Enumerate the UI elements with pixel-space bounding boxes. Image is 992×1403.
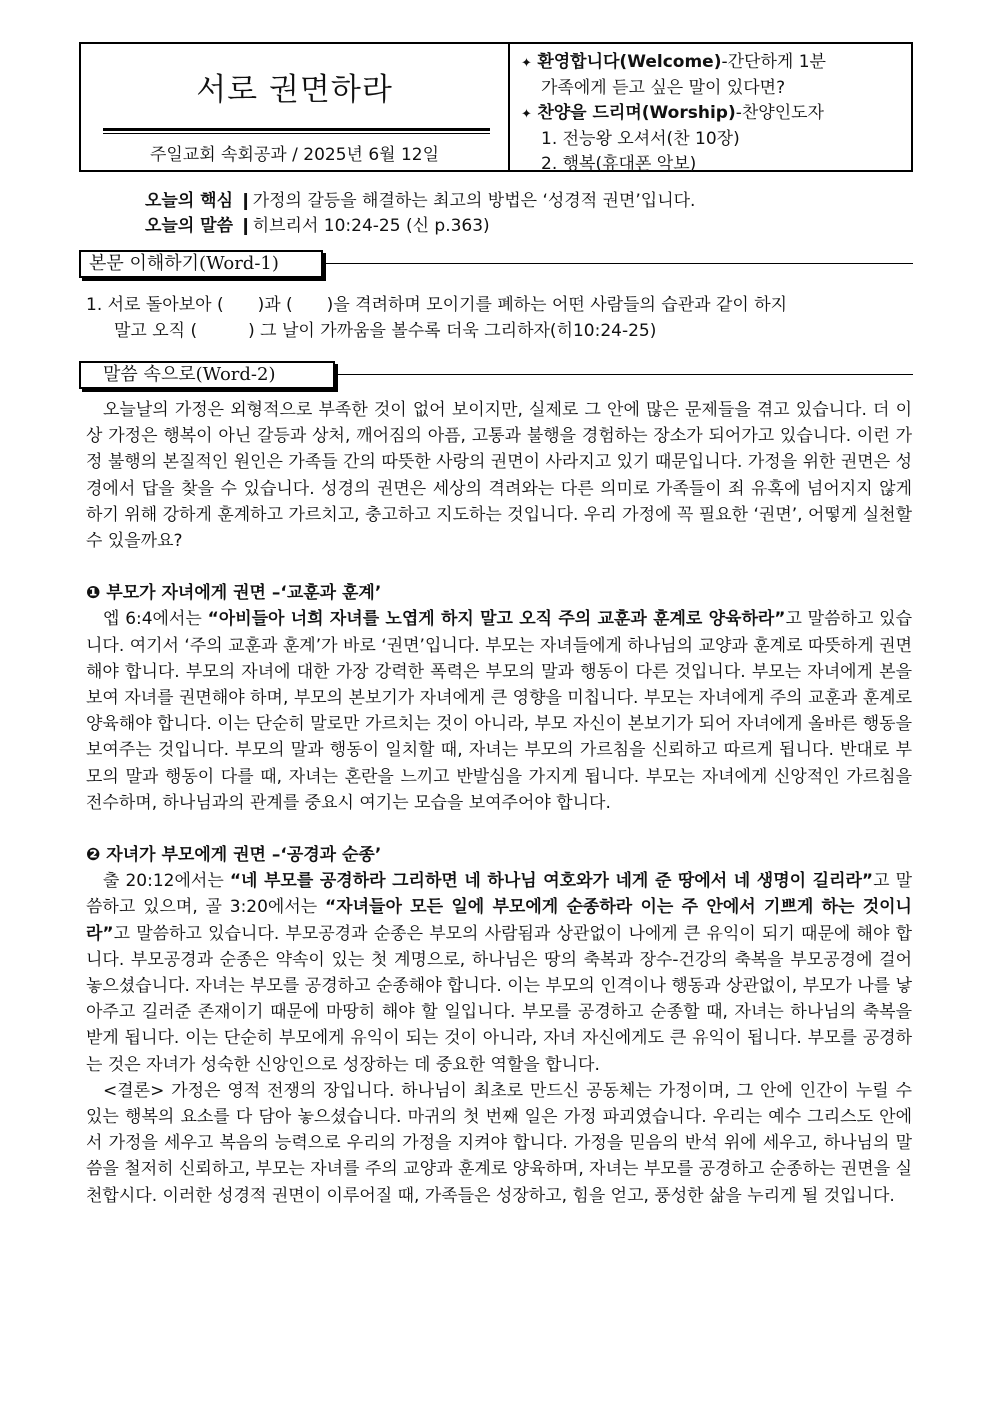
worship-text: -찬양인도자 (735, 103, 824, 123)
point-2-pre: 출 20:12에서는 (103, 871, 230, 892)
core-line (145, 186, 695, 211)
point-1-pre: 엡 6:4에서는 (103, 609, 208, 630)
verse-line (145, 211, 490, 236)
welcome-line (521, 50, 911, 76)
point-2-heading: ❷ 자녀가 부모에게 권면 –‘공경과 순종’ (86, 845, 382, 866)
question-1-line: 말고 오직 ( ) 그 날이 가까움을 볼수록 더욱 그리하자(히10:24-25) (114, 321, 657, 341)
conclusion-label: <결론> (103, 1080, 165, 1101)
verse-bar: ❙ (238, 216, 253, 236)
question-1 (86, 292, 912, 344)
core-text: 가정의 갈등을 해결하는 최고의 방법은 ‘성경적 권면’입니다. (252, 191, 696, 211)
point-1-heading: ❶ 부모가 자녀에게 권면 –‘교훈과 훈계’ (86, 583, 382, 604)
point-2-quote-2: “자녀들아 모든 일에 부모에게 순종하라 이는 주 안에서 기쁘게 하는 것이니라” (86, 897, 912, 944)
worship-line (521, 101, 911, 127)
page-subtitle: 주일교회 속회공과 / 2025년 6월 12일 (149, 145, 440, 165)
song-item: 2. 행복(휴대폰 악보) (541, 154, 697, 174)
verse-label: 오늘의 말씀 (145, 216, 234, 236)
point-1-quote: “아비들아 너희 자녀를 노엽게 하지 말고 오직 주의 교훈과 훈계로 양육하라” (207, 609, 786, 630)
header-box (79, 42, 913, 172)
point-2-quote-1: “네 부모를 공경하라 그리하면 네 하나님 여호와가 네게 준 땅에서 네 생명이 길리라” (229, 871, 874, 892)
welcome-detail: 가족에게 듣고 싶은 말이 있다면? (541, 78, 786, 98)
body-text (86, 397, 912, 1209)
header-title-panel (81, 44, 508, 170)
header-info-panel (521, 50, 911, 177)
welcome-text: -간단하게 1분 (721, 52, 826, 72)
section-word2-header: 말씀 속으로(Word-2) (79, 361, 335, 389)
point-1-paragraph (86, 606, 912, 816)
title-double-rule (103, 128, 490, 134)
point-2-mid: 고 말씀하고 있으며, 골 3:20에서는 (86, 871, 913, 918)
welcome-label: 환영합니다(Welcome) (537, 52, 722, 72)
conclusion-paragraph (86, 1078, 912, 1209)
page-title: 서로 권면하라 (196, 72, 393, 108)
song-item: 1. 전능왕 오셔서(찬 10장) (541, 129, 740, 149)
point-1-post: 고 말씀하고 있습니다. 여기서 ‘주의 교훈과 훈계’가 바로 ‘권면’입니다. 부모는 자녀들에게 하나님의 교양과 훈계로 따뜻하게 권면해야 합니다. 부모의 자녀에 대한 가장 강력한 폭력은 부모의 말과 행동이 다른 것입니다. 부모는 자녀에게 본을 보여 자녀를 권면해야 하며, 부모의 본보기가 자녀에게 큰 영향을 미칩니다. 부모는 자녀에게 주의 교훈과 훈계로 양육해야 합니다. 이는 단순히 말로만 가르치는 것이 아니라, 부모 자신이 본보기가 되어 자녀에게 올바른 행동을 보여주는 것입니다. 부모의 말과 행동이 일치할 때, 자녀는 부모의 가르침을 신뢰하고 따르게 됩니다. 반대로 부모의 말과 행동이 다를 때, 자녀는 혼란을 느끼고 반발심을 가지게 됩니다. 부모는 자녀에게 신앙적인 가르침을 전수하며, 하나님과의 관계를 중요시 여기는 모습을 보여주어야 합니다. (86, 609, 912, 813)
core-label: 오늘의 핵심 (145, 191, 234, 211)
core-bar: ❙ (238, 191, 253, 211)
point-2-paragraph (86, 868, 912, 1078)
header-divider (508, 44, 510, 170)
star-icon: ✦ (521, 56, 532, 71)
point-2-post: 고 말씀하고 있습니다. 부모공경과 순종은 부모의 사람됨과 상관없이 나에게 큰 유익이 되기 때문에 해야 합니다. 부모공경과 순종은 약속이 있는 첫 계명으로, 하나님은 땅의 축복과 장수-건강의 축복을 부모공경에 걸어 놓으셨습니다. 자녀는 부모를 공경하고 순종해야 합니다. 이는 부모의 인격이나 행동과 상관없이, 부모가 나를 낳아주고 길러준 존재이기 때문에 마땅히 해야 할 일입니다. 부모를 공경하고 순종할 때, 자녀는 하나님의 축복을 받게 됩니다. 이는 단순히 부모에게 유익이 되는 것이 아니라, 자녀 자신에게도 큰 유익이 됩니다. 부모를 공경하는 것은 자녀가 성숙한 신앙인으로 성장하는 데 중요한 역할을 합니다. (86, 923, 912, 1075)
intro-paragraph: 오늘날의 가정은 외형적으로 부족한 것이 없어 보이지만, 실제로 그 안에 많은 문제들을 겪고 있습니다. 더 이상 가정은 행복이 아닌 갈등과 상처, 깨어짐의 아픔, 고통과 불행을 경험하는 장소가 되어가고 있습니다. 이런 가정 불행의 본질적인 원인은 가족들 간의 따뜻한 사랑의 권면이 사라지고 있기 때문입니다. 가정을 위한 권면은 성경에서 답을 찾을 수 있습니다. 성경의 권면은 세상의 격려와는 다른 의미로 가족들이 죄 유혹에 넘어지지 않게 하기 위해 강하게 훈계하고 가르치고, 충고하고 지도하는 것입니다. 우리 가정에 꼭 필요한 ‘권면’, 어떻게 실천할 수 있을까요? (86, 400, 912, 552)
verse-text: 히브리서 10:24-25 (신 p.363) (252, 216, 490, 236)
conclusion-text: 가정은 영적 전쟁의 장입니다. 하나님이 최초로 만드신 공동체는 가정이며, 그 안에 인간이 누릴 수 있는 행복의 요소를 다 담아 놓으셨습니다. 마귀의 첫 번째 일은 가정 파괴였습니다. 우리는 예수 그리스도 안에서 가정을 세우고 복음의 능력으로 우리의 가정을 지켜야 합니다. 가정을 믿음의 반석 위에 세우고, 하나님의 말씀을 철저히 신뢰하고, 부모는 자녀를 주의 교양과 훈계로 양육하며, 자녀는 부모를 공경하고 순종하는 권면을 실천합시다. 이러한 성경적 권면이 이루어질 때, 가족들은 성장하고, 힘을 얻고, 풍성한 삶을 누리게 될 것입니다. (86, 1080, 912, 1206)
star-icon: ✦ (521, 107, 532, 122)
question-1-line: 1. 서로 돌아보아 ( )과 ( )을 격려하며 모이기를 폐하는 어떤 사람들의 습관과 같이 하지 (86, 295, 788, 315)
section-word1-header: 본문 이해하기(Word-1) (79, 250, 323, 278)
worship-label: 찬양을 드리며(Worship) (537, 103, 736, 123)
